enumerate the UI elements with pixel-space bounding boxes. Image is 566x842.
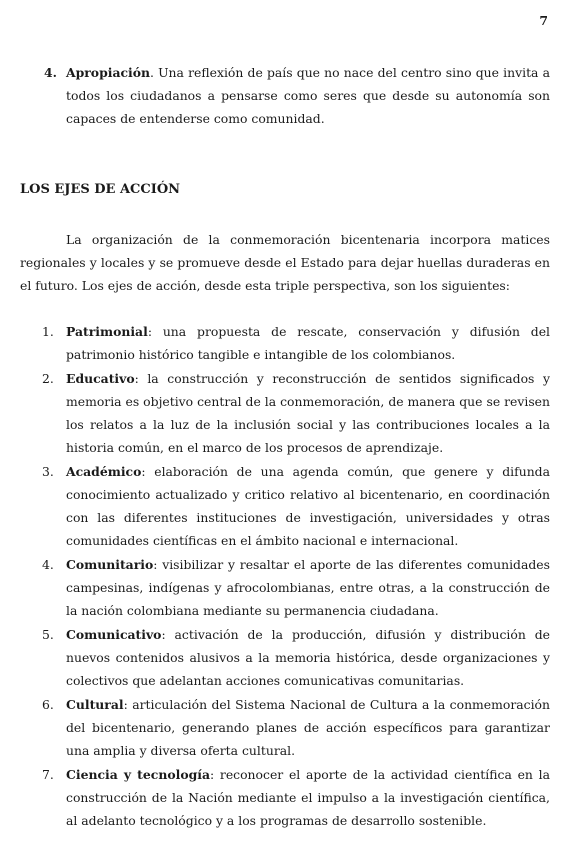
list-item-number: 1. [42,324,54,339]
list-item-term: Apropiación [66,65,150,80]
list-item-term: Comunicativo [66,627,162,642]
list-item-number: 4. [42,557,54,572]
section-heading: LOS EJES DE ACCIÓN [20,182,181,197]
axis-item-patrimonial [20,320,550,366]
list-item-number: 2. [42,371,54,386]
list-item-text: : activación de la producción, difusión y distribución de nuevos contenidos alusivos a la memoria histórica, desde organizaciones y colectivos que adelantan acciones comunicativas comunitarias. [66,627,550,688]
list-item-text: : visibilizar y resaltar el aporte de las diferentes comunidades campesinas, indígenas y afrocolombianas, entre otras, a la construcción de la nación colombiana mediante su permanencia ciudadana. [66,557,550,618]
list-item-term: Académico [66,464,142,479]
list-item-text: : articulación del Sistema Nacional de Cultura a la conmemoración del bicentenario, generando planes de acción específicos para garantizar una amplia y diversa oferta cultural. [66,697,550,758]
list-item-text: . Una reflexión de país que no nace del centro sino que invita a todos los ciudadanos a pensarse como seres que desde su autonomía son capaces de entenderse como comunidad. [66,65,550,126]
list-item-text: : elaboración de una agenda común, que genere y difunda conocimiento actualizado y critico relativo al bicentenario, en coordinación con las diferentes instituciones de investigación, universidades y otras comunidades científicas en el ámbito nacional e internacional. [66,464,550,548]
list-item-number: 4. [44,65,57,80]
list-item-term: Comunitario [66,557,154,572]
axis-item-comunitario [20,553,550,622]
intro-paragraph: La organización de la conmemoración bicentenaria incorpora matices regionales y locales y se promueve desde el Estado para dejar huellas duraderas en el futuro. Los ejes de acción, desde esta triple perspectiva, son los siguientes: [20,232,550,293]
axis-item-cultural [20,693,550,762]
list-item-term: Cultural [66,697,124,712]
axis-item-educativo [20,367,550,459]
axis-item-comunicativo [20,623,550,692]
axes-list [20,320,550,833]
list-item-text: : la construcción y reconstrucción de sentidos significados y memoria es objetivo central de la conmemoración, de manera que se revisen los relatos a la luz de la inclusión social y las contribuciones locales a la historia común, en el marco de los procesos de aprendizaje. [66,371,550,455]
list-item-term: Patrimonial [66,324,148,339]
axis-item-academico [20,460,550,552]
list-item-text: : una propuesta de rescate, conservación y difusión del patrimonio histórico tangible e intangible de los colombianos. [66,324,550,362]
list-item-number: 3. [42,464,54,479]
list-item-text: : reconocer el aporte de la actividad científica en la construcción de la Nación mediante el impulso a la investigación científica, al adelanto tecnológico y a los programas de desarrollo sostenible. [66,767,550,828]
axis-item-ciencia-tecnologia [20,763,550,832]
page-number: 7 [539,13,548,28]
list-item-number: 7. [42,767,54,782]
list-item-term: Educativo [66,371,135,386]
list-item-term: Ciencia y tecnología [66,767,210,782]
intro-list-item [44,61,550,130]
list-item-number: 6. [42,697,54,712]
list-item-number: 5. [42,627,54,642]
